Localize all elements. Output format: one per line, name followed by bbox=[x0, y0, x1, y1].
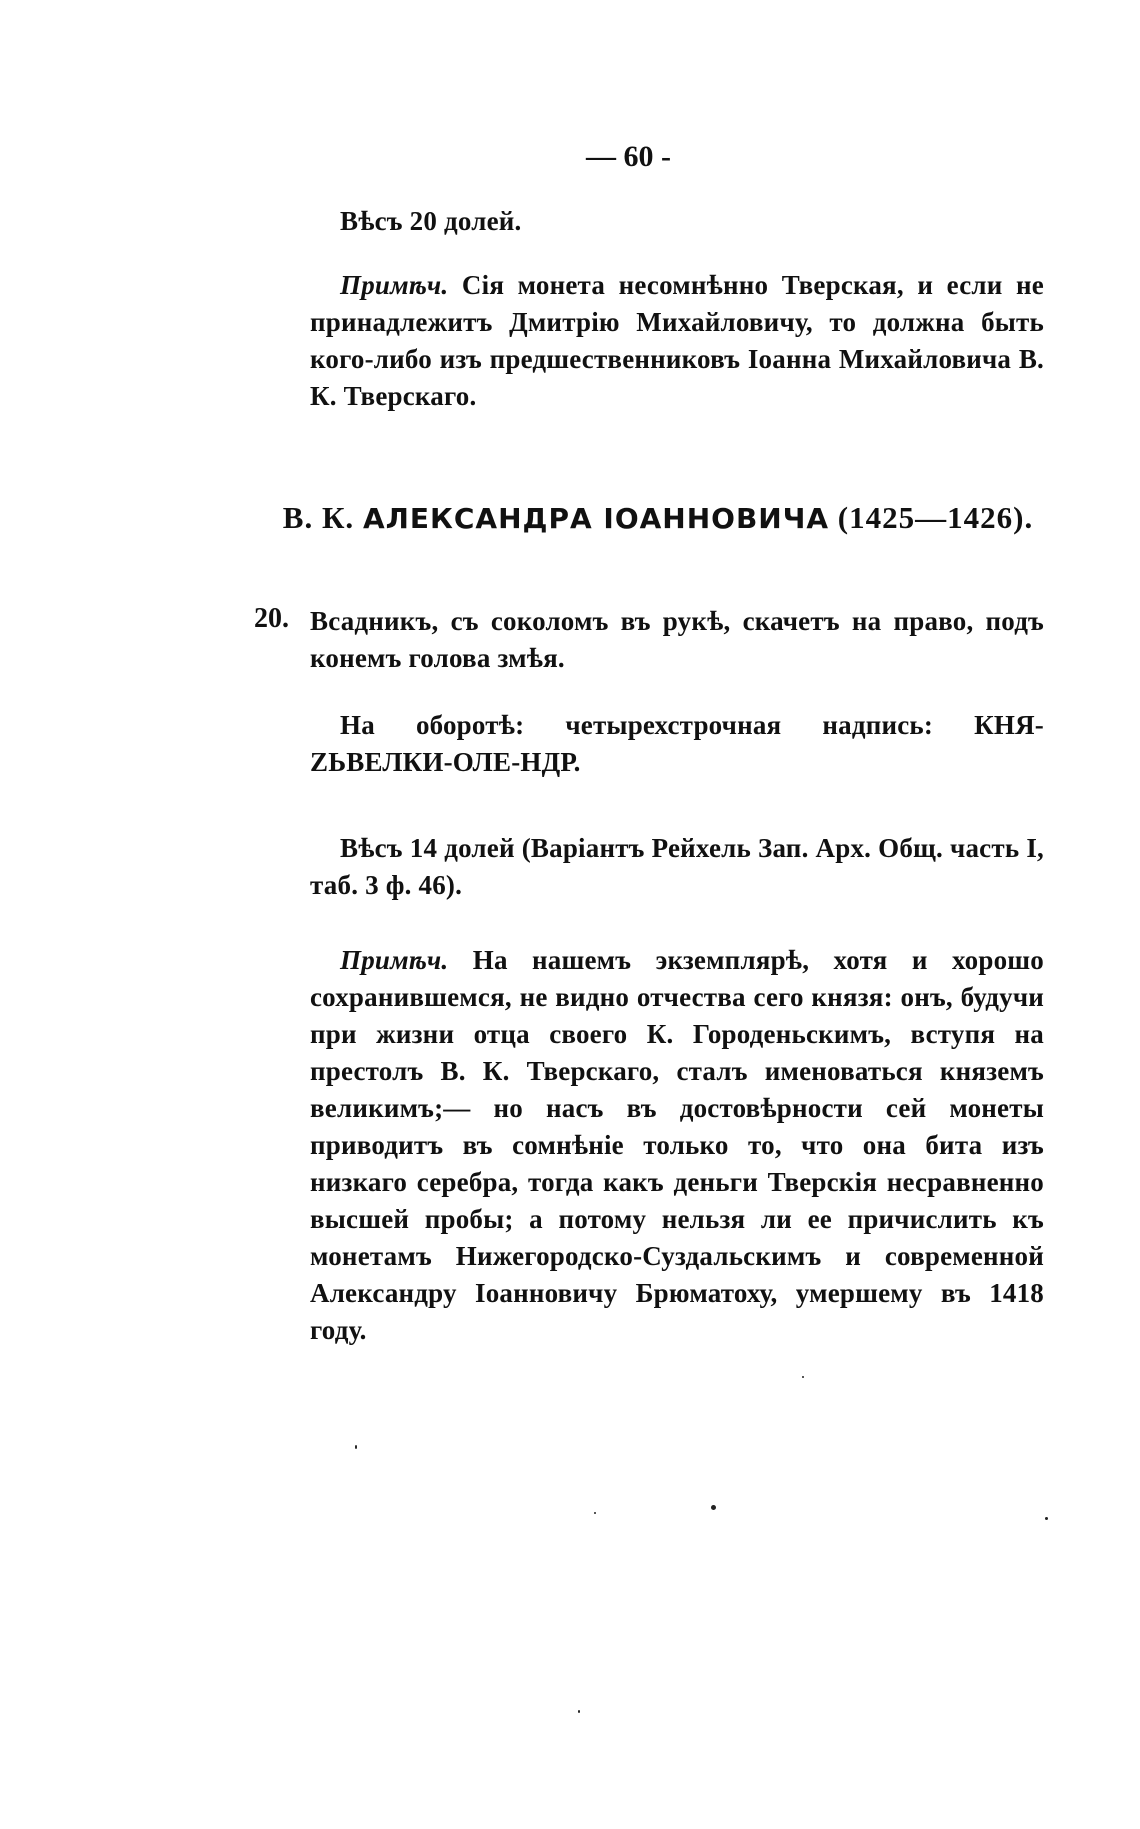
entry-number: 20. bbox=[254, 603, 289, 634]
reverse-text: На оборотѣ: четырехстрочная надпись: КНЯ-ZЬВЕЛКИ-ОЛЕ-НДР. bbox=[310, 710, 1044, 777]
ink-speck bbox=[1045, 1517, 1048, 1520]
entry-note bbox=[310, 942, 1044, 1349]
obverse-text: Всадникъ, съ соколомъ въ рукѣ, скачетъ на право, подъ конемъ голова змѣя. bbox=[310, 606, 1044, 673]
ink-speck bbox=[355, 1445, 357, 1449]
entry-weight-text: Вѣсъ 14 долей (Варіантъ Рейхель Зап. Арх. Общ. часть I, таб. 3 ф. 46). bbox=[310, 833, 1044, 900]
heading-title: АЛЕКСАНДРА ІОАННОВИЧА bbox=[362, 502, 830, 535]
ink-speck bbox=[594, 1512, 596, 1514]
entry-note-label: Примѣч. bbox=[340, 945, 449, 975]
entry-note-text: На нашемъ экземплярѣ, хотя и хорошо сохранившемся, не видно отчества сего князя: онъ, будучи при жизни отца своего К. Городеньскимъ, вступя на престолъ В. К. Тверскаго, сталъ именоваться княземъ великимъ;— но насъ въ достовѣрности сей монеты приводитъ въ сомнѣніе только то, что она бита изъ низкаго серебра, тогда какъ деньги Тверскія несравненно высшей пробы; а потому нельзя ли ее причислить къ монетамъ Нижегородско-Суздальскимъ и современной Александру Іоанновичу Брюматоху, умершему въ 1418 году. bbox=[310, 945, 1044, 1345]
note-label: Примѣч. bbox=[340, 270, 449, 300]
page-number: — 60 - bbox=[586, 140, 671, 173]
ink-speck bbox=[711, 1505, 716, 1510]
entry-obverse bbox=[310, 603, 1044, 677]
weight-text: Вѣсъ 20 долей. bbox=[340, 206, 522, 236]
weight-line bbox=[310, 203, 1044, 240]
note-paragraph bbox=[310, 267, 1044, 415]
ink-speck bbox=[578, 1710, 580, 1713]
entry-weight bbox=[310, 830, 1044, 904]
section-heading bbox=[268, 500, 1048, 536]
heading-prefix: В. К. bbox=[282, 500, 363, 535]
ink-speck bbox=[802, 1376, 804, 1378]
note-text: Сія монета несомнѣнно Тверская, и если не принадлежитъ Дмитрію Михайловичу, то должна быть кого-либо изъ предшественниковъ Іоанна Михайловича В. К. Тверскаго. bbox=[310, 270, 1044, 411]
entry-reverse bbox=[310, 707, 1044, 781]
heading-years: (1425—1426). bbox=[829, 500, 1034, 535]
